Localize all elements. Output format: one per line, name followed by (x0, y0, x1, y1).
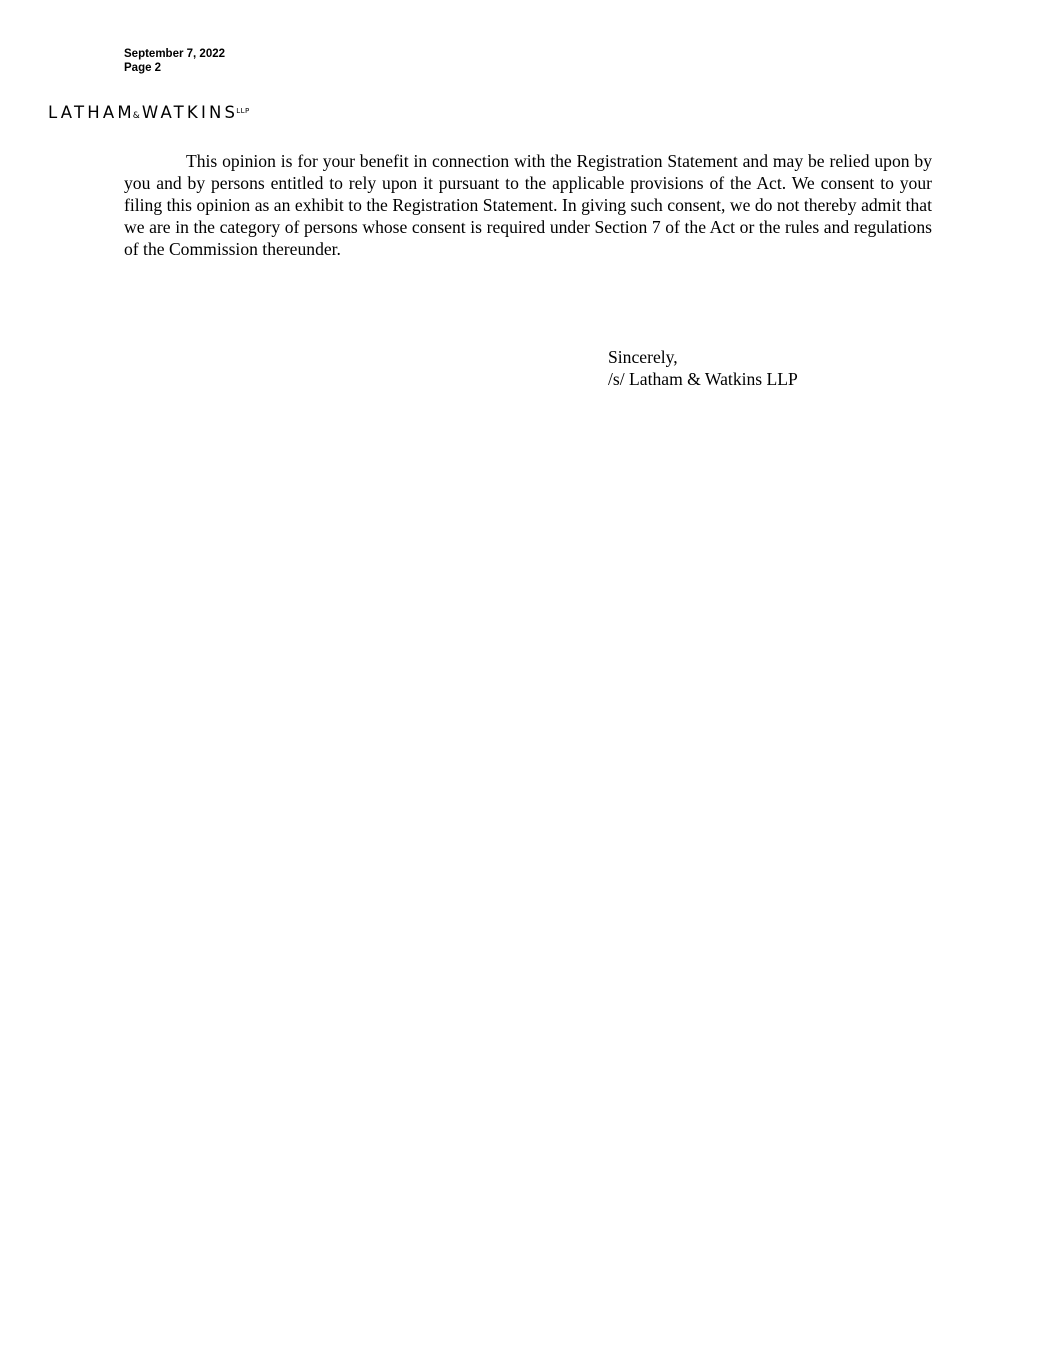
header-date: September 7, 2022 (124, 48, 226, 60)
header-page-number: Page 2 (124, 62, 162, 74)
logo-ampersand: & (132, 111, 141, 121)
logo-suffix-llp: LLP (236, 107, 250, 115)
closing-block (608, 346, 798, 390)
logo-word-latham: LATHAM (48, 103, 135, 122)
closing-salutation: Sincerely, (608, 347, 678, 367)
firm-logo (48, 101, 250, 126)
opinion-paragraph: This opinion is for your benefit in connection with the Registration Statement and may be relied upon by you and by persons entitled to rely upon it pursuant to the applicable provisions of the Act. We consent to your filing this opinion as an exhibit to the Registration Statement. In giving such consent, we do not thereby admit that we are in the category of persons whose consent is required under Section 7 of the Act or the rules and regulations of the Commission thereunder. (124, 151, 932, 259)
closing-signature: /s/ Latham & Watkins LLP (608, 369, 798, 389)
logo-word-watkins: WATKINS (141, 103, 239, 122)
letter-header (124, 47, 225, 75)
